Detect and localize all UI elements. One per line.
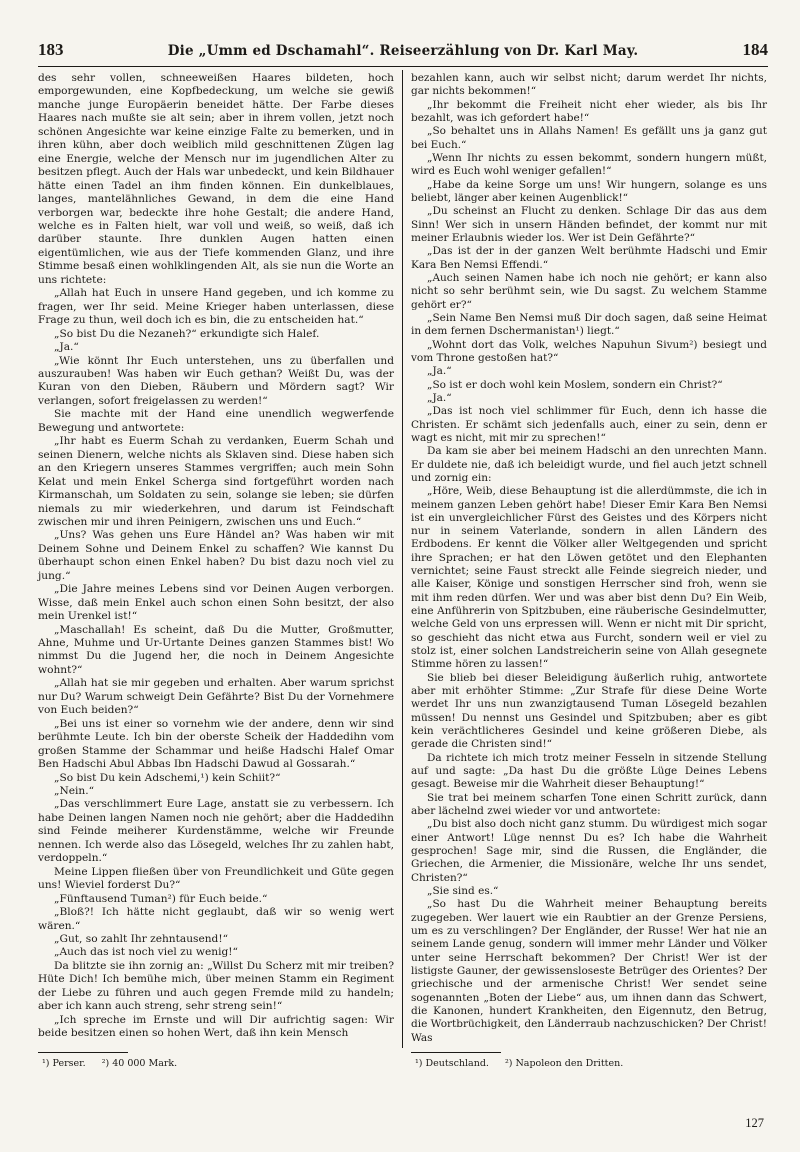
column-divider xyxy=(402,70,403,1048)
paragraph: „Ja.“ xyxy=(427,365,452,378)
paragraph: „Wenn Ihr nichts zu essen bekommt, sondern hungern müßt, wird es Euch wohl weniger gefallen!“ xyxy=(411,151,767,178)
paragraph: „Höre, Weib, diese Behauptung ist die allerdümmste, die ich in meinem ganzen Leben gehört habe! Dieser Emir Kara Ben Nemsi ist ein unvergleichlicher Fürst des Geistes und des Körpers nicht nur in seinem Vaterlande, sondern in allen Ländern des Erdbodens. Er kennt die Völker aller Weltgegenden und spricht ihre Sprachen; er hat den Löwen getötet und den Elephanten vernichtet; seine Faust streckt alle Feinde siegreich nieder, und alle Kaiser, Könige und sonstigen Herrscher sind froh, wenn sie mit ihm reden dürfen. Wer und was aber bist denn Du? Ein Weib, eine Anführerin von Spitzbuben, eine räuberische Gesindelmutter, welche Geld von uns erpressen will. Wenn er nicht mit Dir spricht, so geschieht das nicht etwa aus Furcht, sondern weil er viel zu stolz ist, einer solchen Landstreicherin seine von Allah gesegnete Stimme hören zu lassen!“ xyxy=(411,485,767,671)
paragraph: „Bei uns ist einer so vornehm wie der andere, denn wir sind berühmte Leute. Ich bin der oberste Scheik der Haddedihn vom großen Stamme der Schammar und heiße Hadschi Halef Omar Ben Hadschi Abul Abbas Ibn Hadschi Dawud al Gossarah.“ xyxy=(38,717,394,771)
paragraph: „Allah hat sie mir gegeben und erhalten. Aber warum sprichst nur Du? Warum schweigt Dein Gefährte? Bist Du der Vornehmere von Euch beiden?“ xyxy=(38,677,394,717)
paragraph: „Ja.“ xyxy=(54,341,79,354)
sheet-number: 127 xyxy=(745,1116,764,1130)
paragraph: „Sie sind es.“ xyxy=(427,885,499,898)
paragraph: „Habe da keine Sorge um uns! Wir hungern, solange es uns beliebt, länger aber keinen Augenblick!“ xyxy=(411,178,767,204)
page-header xyxy=(38,40,768,64)
paragraph: „So ist er doch wohl kein Moslem, sondern ein Christ?“ xyxy=(427,378,723,391)
paragraph: „Das verschlimmert Eure Lage, anstatt sie zu verbessern. Ich habe Deinen langen Namen noch nie gehört; aber die Haddedihn sind Feinde meiherer Kurdenstämme, welche wir Freunde nennen. Ich werde also das Lösegeld, welches Ihr zu zahlen habt, verdoppeln.“ xyxy=(38,798,394,865)
paragraph: „Nein.“ xyxy=(54,785,95,798)
paragraph: des sehr vollen, schneeweißen Haares bildeten, hoch emporgewunden, eine Kopfbedeckung, um welche sie gewiß manche junge Europäerin beneidet hätte. Der Farbe dieses Haares nach mußte sie alt sein; aber in ihrem vollen, jetzt noch schönen Angesichte war keine einzige Falte zu bemerken, und in ihren kühn, aber doch weiblich mild geschnittenen Zügen lag eine Energie, welche der Mensch nur im jugendlichen Alter zu besitzen pflegt. Auch der Hals war unbedeckt, und kein Bildhauer hätte einen Tadel an ihm finden können. Ein dunkelblaues, langes, mantelähnliches Gewand, in dem die eine Hand verborgen war, bedeckte ihre hohe Gestalt; die andere Hand, welche es in Falten hielt, war voll und weiß, so weiß, daß ich darüber staunte. Ihre dunklen Augen hatten einen eigentümlichen, wie aus der Tiefe kommenden Glanz, und ihre Stimme besaß einen wohlklingenden Alt, als sie nun die Worte an uns richtete: xyxy=(38,72,394,286)
paragraph: „Sein Name Ben Nemsi muß Dir doch sagen, daß seine Heimat in dem fernen Dschermanistan¹) liegt.“ xyxy=(411,311,767,338)
paragraph: „Ja.“ xyxy=(427,391,452,404)
page-number-right: 184 xyxy=(742,40,768,59)
footnote: ¹) Perser. xyxy=(42,1058,86,1069)
paragraph: „Ihr habt es Euerm Schah zu verdanken, Euerm Schah und seinen Dienern, welche nichts als Sklaven sind. Diese haben sich an den Kriegern unseres Stammes vergriffen; auch mein Sohn Kelat und mein Enkel Scherga sind fortgeführt worden nach Kirmanschah, um Soldaten zu sein, solange sie leben; sie dürfen niemals zu mir wiederkehren, und darum ist Feindschaft zwischen mir und ihren Peinigern, zwischen uns und Euch.“ xyxy=(38,435,394,528)
paragraph: „Wohnt dort das Volk, welches Napuhun Sivum²) besiegt und vom Throne gestoßen hat?“ xyxy=(411,338,767,364)
paragraph: „Ich spreche im Ernste und will Dir aufrichtig sagen: Wir beide besitzen einen so hohen Wert, daß ihn kein Mensch xyxy=(38,1013,394,1040)
paragraph: „Das ist der in der ganzen Welt berühmte Hadschi und Emir Kara Ben Nemsi Effendi.“ xyxy=(411,245,767,271)
paragraph: „Die Jahre meines Lebens sind vor Deinen Augen verborgen. Wisse, daß mein Enkel auch schon einen Sohn besitzt, der also mein Urenkel ist!“ xyxy=(38,583,394,623)
left-column xyxy=(38,72,394,1041)
paragraph: Da blitzte sie ihn zornig an: „Willst Du Scherz mit mir treiben? Hüte Dich! Ich bemühe mich, über meinen Stamm ein Regiment der Liebe zu führen und auch gegen Fremde mild zu handeln; aber ich kann auch streng, sehr streng sein!“ xyxy=(38,959,394,1013)
paragraph: „So bist Du die Nezaneh?“ erkundigte sich Halef. xyxy=(54,327,320,340)
footnotes-right xyxy=(415,1058,623,1070)
footnote-rule-left xyxy=(38,1052,128,1053)
header-rule xyxy=(38,66,768,67)
paragraph: „Allah hat Euch in unsere Hand gegeben, und ich komme zu fragen, wer Ihr seid. Meine Krieger haben unterlassen, diese Frage zu thun, weil doch ich es bin, die zu entscheiden hat.“ xyxy=(38,287,394,327)
paragraph: Sie blieb bei dieser Beleidigung äußerlich ruhig, antwortete aber mit erhöhter Stimme: „Zur Strafe für diese Deine Worte werdet Ihr uns nun zwanzigtausend Tuman Lösegeld bezahlen müssen! Du nennst uns Gesindel und Spitzbuben; aber es gibt kein verächtlicheres Gesindel und keine größeren Diebe, als gerade die Christen sind!“ xyxy=(411,671,767,751)
paragraph: „Du bist also doch nicht ganz stumm. Du würdigest mich sogar einer Antwort! Lüge nennst Du es? Ich habe die Wahrheit gesprochen! Sage mir, sind die Russen, die Engländer, die Griechen, die Armenier, die Missionäre, welche Ihr uns sendet, Christen?“ xyxy=(411,818,767,884)
footnote: ²) Napoleon den Dritten. xyxy=(504,1058,624,1069)
paragraph: „Wie könnt Ihr Euch unterstehen, uns zu überfallen und auszurauben! Was haben wir Euch gethan? Weißt Du, was der Kuran von den Dieben, Räubern und Mördern sagt? Wir verlangen, sofort freigelassen zu werden!“ xyxy=(38,354,394,407)
paragraph: Da kam sie aber bei meinem Hadschi an den unrechten Mann. Er duldete nie, daß ich beleidigt wurde, und fiel auch jetzt schnell und zornig ein: xyxy=(411,445,767,484)
footnote-rule-right xyxy=(411,1052,501,1053)
paragraph: Meine Lippen fließen über von Freundlichkeit und Güte gegen uns! Wieviel forderst Du?“ xyxy=(38,865,394,892)
footnotes-left xyxy=(42,1058,177,1070)
footnote: ²) 40 000 Mark. xyxy=(101,1058,178,1069)
right-column xyxy=(411,72,767,1045)
paragraph: Da richtete ich mich trotz meiner Fesseln in sitzende Stellung auf und sagte: „Da hast Du die größte Lüge Deines Lebens gesagt. Beweise mir die Wahrheit dieser Behauptung!“ xyxy=(411,751,767,791)
paragraph: „Auch seinen Namen habe ich noch nie gehört; er kann also nicht so sehr berühmt sein, wie Du sagst. Zu welchem Stamme gehört er?“ xyxy=(411,271,767,311)
paragraph: „Das ist noch viel schlimmer für Euch, denn ich hasse die Christen. Er schämt sich jedenfalls auch, einer zu sein, denn er wagt es nicht, mit mir zu sprechen!“ xyxy=(411,405,767,444)
paragraph: „So behaltet uns in Allahs Namen! Es gefällt uns ja ganz gut bei Euch.“ xyxy=(411,125,767,151)
book-page xyxy=(38,40,768,1130)
paragraph: bezahlen kann, auch wir selbst nicht; darum werdet Ihr nichts, gar nichts bekommen!“ xyxy=(411,72,767,98)
paragraph: „Du scheinst an Flucht zu denken. Schlage Dir das aus dem Sinn! Wer sich in unsern Händen befindet, der kommt nur mit meiner Erlaubnis wieder los. Wer ist Dein Gefährte?“ xyxy=(411,205,767,244)
paragraph: „So bist Du kein Adschemi,¹) kein Schiit?“ xyxy=(54,771,281,784)
paragraph: „Bloß?! Ich hätte nicht geglaubt, daß wir so wenig wert wären.“ xyxy=(38,906,394,932)
paragraph: „So hast Du die Wahrheit meiner Behauptung bereits zugegeben. Wer lauert wie ein Raubtier an der Grenze Persiens, um es zu verschlingen? Der Engländer, der Russe! Wer hat nie an seinem Lande genug, sondern will immer mehr Länder und Völker unter seine Herrschaft bekommen? Der Christ! Wer ist der listigste Gauner, der gewissensloseste Betrüger des Orientes? Der griechische und der armenische Christ! Wer sendet seine sogenannten „Boten der Liebe“ aus, um ihnen dann das Schwert, die Kanonen, hundert Krankheiten, den Eigennutz, den Betrug, die Wortbrüchigkeit, den Länderraub nachzuschicken? Der Christ! Was xyxy=(411,898,767,1044)
paragraph: „Uns? Was gehen uns Eure Händel an? Was haben wir mit Deinem Sohne und Deinem Enkel zu schaffen? Wie kannst Du überhaupt schon einen Enkel haben? Du bist dazu noch viel zu jung.“ xyxy=(38,529,394,582)
paragraph: „Auch das ist noch viel zu wenig!“ xyxy=(54,946,238,959)
paragraph: Sie trat bei meinem scharfen Tone einen Schritt zurück, dann aber lächelnd zwei wieder vor und antwortete: xyxy=(411,791,767,818)
footnote: ¹) Deutschland. xyxy=(415,1058,489,1069)
page-number-left: 183 xyxy=(38,40,64,59)
paragraph: „Fünftausend Tuman²) für Euch beide.“ xyxy=(54,892,268,905)
paragraph: „Ihr bekommt die Freiheit nicht eher wieder, als bis Ihr bezahlt, was ich gefordert habe!“ xyxy=(411,98,767,124)
running-head: Die „Umm ed Dschamahl“. Reiseerzählung von Dr. Karl May. xyxy=(167,43,639,59)
paragraph: „Gut, so zahlt Ihr zehntausend!“ xyxy=(54,933,228,945)
paragraph: Sie machte mit der Hand eine unendlich wegwerfende Bewegung und antwortete: xyxy=(38,408,394,434)
paragraph: „Maschallah! Es scheint, daß Du die Mutter, Großmutter, Ahne, Muhme und Ur-Urtante Deines ganzen Stammes bist! Wo nimmst Du die Jugend her, die noch in Deinem Angesichte wohnt?“ xyxy=(38,623,394,676)
